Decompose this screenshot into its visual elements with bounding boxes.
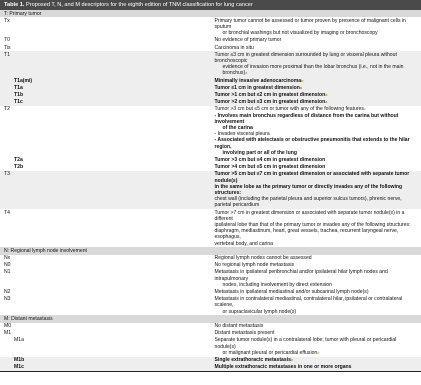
descriptor-line — [215, 350, 418, 356]
footnote-marker: a — [325, 100, 328, 105]
descriptor-line — [215, 99, 418, 105]
descriptor-line-text: evidence of invasion more proximal than the lobar bronchus (i.e., not in the main bronchus) — [222, 64, 404, 77]
descriptor-line — [215, 323, 418, 329]
descriptor-text — [211, 17, 421, 37]
descriptor-code: N3 — [4, 296, 11, 303]
table-row — [0, 269, 421, 289]
descriptor-line-text: ipsilateral lobe than that of the primary tumor or invades any of the following structures: — [214, 222, 411, 228]
descriptor-line — [215, 241, 418, 247]
section-header: M: Distant metastasis — [0, 315, 421, 322]
descriptor-line — [215, 282, 418, 288]
descriptor-code: T1a — [0, 84, 211, 91]
descriptor-line-text: Separate tumor nodule(s) in a contralateral lobe; tumor with pleural or pericardial nodule(s) — [214, 337, 397, 350]
descriptor-line — [215, 210, 418, 222]
descriptor-line — [215, 202, 418, 208]
descriptor-text — [211, 330, 421, 337]
descriptor-line-text: Regional lymph nodes cannot be assessed — [214, 255, 312, 262]
descriptor-line — [215, 330, 418, 336]
table-row — [0, 209, 421, 247]
section-header: T: Primary tumor — [0, 10, 421, 17]
descriptor-line-text: or supraclavicular lymph node(s) — [222, 308, 297, 315]
descriptor-text — [211, 84, 421, 91]
descriptor-line — [215, 30, 418, 36]
section-header-row — [0, 315, 421, 322]
descriptor-line-text: Single extrathoracic metastasis — [214, 357, 291, 364]
table-row — [0, 77, 421, 84]
descriptor-line-text: No regional lymph node metastasis — [214, 262, 295, 269]
descriptor-line-text: Metastasis in ipsilateral peribronchial and/or ipsilateral hilar lymph nodes and intrapulmonary — [214, 269, 388, 282]
descriptor-code: T1b — [0, 91, 211, 98]
table-caption-label: Table 1. — [4, 2, 25, 8]
descriptor-line — [215, 92, 418, 98]
tnm-table — [0, 10, 421, 372]
descriptor-line — [215, 269, 418, 281]
table-row — [0, 44, 421, 51]
tnm-table-body — [0, 10, 421, 371]
descriptor-line-text: vertebral body, and carina — [214, 240, 274, 247]
table-row — [0, 171, 421, 209]
table-row — [0, 17, 421, 37]
footnote-marker: d — [317, 350, 320, 355]
descriptor-line — [215, 289, 418, 295]
table-row — [0, 37, 421, 44]
descriptor-text — [211, 106, 421, 157]
descriptor-code: M1a — [14, 337, 24, 344]
descriptor-line-text: Tumor ≤1 cm in greatest dimension — [214, 84, 300, 91]
descriptor-text — [211, 77, 421, 84]
descriptor-line-text: Tumor >1 cm but ≤2 cm in greatest dimension — [214, 91, 326, 98]
descriptor-code: T3 — [0, 171, 211, 209]
descriptor-text — [211, 156, 421, 163]
descriptor-text — [211, 99, 421, 106]
descriptor-line — [215, 228, 418, 240]
descriptor-text — [211, 323, 421, 330]
descriptor-code: N2 — [4, 289, 11, 296]
descriptor-line-text: or malignant pleural or pericardial effusion — [222, 349, 318, 356]
descriptor-text — [211, 91, 421, 98]
footnote-marker: e — [290, 358, 294, 363]
feature-bullet: - Invades visceral pleura — [214, 131, 270, 138]
descriptor-line — [215, 157, 418, 163]
feature-bullet: of the carina — [222, 124, 253, 131]
section-header-row — [0, 10, 421, 17]
descriptor-line-text: nodes, including involvement by direct extension — [222, 281, 332, 288]
descriptor-line — [215, 85, 418, 91]
descriptor-text — [211, 364, 421, 372]
descriptor-line-text: Metastasis in ipsilateral mediastinal and/or subcarinal lymph node(s) — [214, 289, 369, 296]
table-row — [0, 357, 421, 364]
descriptor-line-text: Primary tumor cannot be assessed or tumor proven by presence of malignant cells in sputum — [214, 17, 406, 30]
descriptor-line-text: Multiple extrathoracic metastases in one or more organs — [214, 364, 352, 371]
descriptor-line-text: Tumor >4 cm but ≤5 cm in greatest dimension — [214, 164, 326, 171]
descriptor-line-text: Tumor >2 cm but ≤3 cm in greatest dimension — [214, 99, 326, 106]
descriptor-line-text: Tumor >5 cm but ≤7 cm in greatest dimension or associated with separate tumor nodule(s) — [214, 171, 410, 184]
descriptor-text — [211, 51, 421, 77]
section-header-row — [0, 247, 421, 254]
descriptor-code: T2 — [4, 106, 10, 113]
section-header: N: Regional lymph node involvement — [0, 247, 421, 254]
feature-bullet: - Involves main bronchus regardless of distance from the carina but without involvement — [214, 112, 399, 125]
feature-bullet: involving part or all of the lung — [222, 149, 297, 156]
descriptor-code: T2b — [14, 164, 24, 171]
descriptor-line-text: or bronchial washings but not visualized by imaging or bronchoscopy — [222, 30, 378, 37]
descriptor-code: T2a — [14, 156, 23, 163]
footnote-marker: c — [363, 107, 366, 112]
descriptor-line — [215, 262, 418, 268]
descriptor-text — [211, 164, 421, 171]
descriptor-line — [215, 364, 418, 370]
table-row — [0, 289, 421, 296]
descriptor-line-text: Carcinoma in situ — [214, 44, 254, 51]
descriptor-text — [211, 337, 421, 357]
table-caption — [0, 0, 421, 10]
descriptor-line — [215, 337, 418, 349]
descriptor-text — [211, 255, 421, 262]
table-row — [0, 156, 421, 163]
footnote-marker: a — [245, 71, 248, 76]
descriptor-line — [215, 184, 418, 196]
footnote-marker: a — [299, 85, 302, 90]
footnote-marker: b — [301, 78, 304, 83]
descriptor-line — [215, 18, 418, 30]
descriptor-text — [211, 171, 421, 209]
descriptor-line-text: Distant metastasis present — [214, 330, 275, 337]
descriptor-code: T1 — [0, 51, 211, 77]
table-row — [0, 330, 421, 337]
descriptor-line — [215, 78, 418, 84]
table-row — [0, 51, 421, 77]
descriptor-code: N1 — [4, 269, 11, 276]
descriptor-text — [211, 357, 421, 364]
descriptor-code: N0 — [4, 262, 11, 269]
table-row — [0, 255, 421, 262]
table-row — [0, 106, 421, 157]
descriptor-line-text: Tumor >3 cm but ≤4 cm in greatest dimension — [214, 156, 326, 163]
descriptor-text — [211, 269, 421, 289]
descriptor-code: Nx — [4, 255, 11, 262]
descriptor-code: T1a(mi) — [0, 77, 211, 84]
descriptor-text — [211, 209, 421, 247]
descriptor-line-text: diaphragm, mediastinum, heart, great vessels, trachea, recurrent laryngeal nerve, esophagus, — [214, 228, 399, 241]
descriptor-code: M1c — [0, 364, 211, 372]
descriptor-line — [215, 52, 418, 64]
descriptor-line — [215, 171, 418, 183]
descriptor-line — [215, 37, 418, 43]
descriptor-code: M1b — [0, 357, 211, 364]
table-row — [0, 337, 421, 357]
table-row — [0, 91, 421, 98]
descriptor-code: M1 — [4, 330, 12, 337]
table-row — [0, 364, 421, 372]
descriptor-code: Tx — [4, 17, 10, 24]
descriptor-text — [211, 262, 421, 269]
descriptor-line — [215, 309, 418, 315]
descriptor-line — [215, 255, 418, 261]
table-row — [0, 164, 421, 171]
descriptor-text — [211, 37, 421, 44]
descriptor-line-text: Metastasis in contralateral mediastinal, contralateral hilar, ipsilateral or contralateral scalene, — [214, 296, 403, 309]
descriptor-text — [211, 44, 421, 51]
descriptor-code: T4 — [4, 209, 10, 216]
descriptor-code: M0 — [4, 323, 12, 330]
table-row — [0, 296, 421, 316]
descriptor-line-text: chest wall (including the parietal pleura and superior sulcus tumors), phrenic nerve, — [214, 196, 402, 203]
descriptor-code: T0 — [4, 37, 10, 44]
table-row — [0, 323, 421, 330]
descriptor-line-text: Tumor ≤3 cm in greatest dimension surrounded by lung or visceral pleura without bronchoscopic — [214, 51, 397, 64]
table-caption-text: Proposed T, N, and M descriptors for the eighth edition of TNM classification for lung cancer — [25, 2, 253, 8]
feature-bullet: - Associated with atelectasis or obstructive pneumonitis that extends to the hilar region, — [214, 137, 410, 150]
descriptor-text — [211, 289, 421, 296]
descriptor-line-text: Minimally invasive adenocarcinoma — [214, 77, 302, 84]
descriptor-line-text: No distant metastasis — [214, 323, 264, 330]
descriptor-code: Tis — [4, 44, 11, 51]
descriptor-line-text: No evidence of primary tumor — [214, 37, 282, 44]
descriptor-text — [211, 296, 421, 316]
table-row — [0, 262, 421, 269]
descriptor-line — [215, 357, 418, 363]
descriptor-line-text: Tumor >3 cm but ≤5 cm or tumor with any of the following features — [214, 106, 364, 113]
descriptor-line — [215, 164, 418, 170]
table-row — [0, 84, 421, 91]
descriptor-line-text: in the same lobe as the primary tumor or directly invades any of the following structures: — [214, 183, 403, 196]
table-row — [0, 99, 421, 106]
descriptor-code: T1c — [0, 99, 211, 106]
descriptor-line-text: parietal pericardium — [214, 202, 260, 209]
descriptor-line — [215, 64, 418, 76]
descriptor-line — [215, 45, 418, 51]
descriptor-line-text: Tumor >7 cm in greatest dimension or associated with separate tumor nodule(s) in a different — [214, 209, 405, 222]
footnote-marker: a — [325, 92, 328, 97]
descriptor-line — [215, 296, 418, 308]
